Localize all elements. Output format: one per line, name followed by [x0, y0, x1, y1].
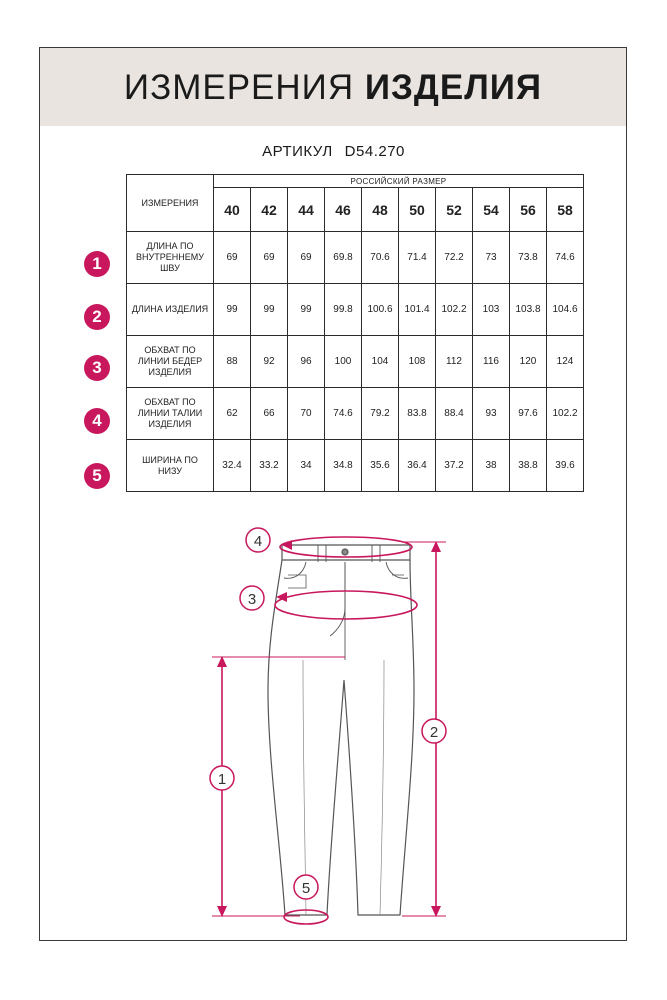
table-cell: 69: [214, 232, 251, 284]
size-header: 46: [325, 188, 362, 232]
marker-4-label: 4: [253, 533, 263, 550]
table-cell: 112: [436, 336, 473, 388]
size-system-header: РОССИЙСКИЙ РАЗМЕР: [214, 175, 584, 188]
table-cell: 108: [399, 336, 436, 388]
title-bold: ИЗДЕЛИЯ: [364, 68, 543, 107]
table-cell: 104.6: [547, 284, 584, 336]
table-cell: 71.4: [399, 232, 436, 284]
row-label: ДЛИНА ПО ВНУТРЕННЕМУ ШВУ: [127, 232, 214, 284]
marker-2: [422, 719, 446, 743]
marker-5: [294, 875, 318, 899]
table-cell: 73: [473, 232, 510, 284]
table-cell: 38.8: [510, 440, 547, 492]
size-header: 58: [547, 188, 584, 232]
table-cell: 33.2: [251, 440, 288, 492]
table-cell: 69: [288, 232, 325, 284]
table-cell: 124: [547, 336, 584, 388]
size-header: 56: [510, 188, 547, 232]
row-label: ОБХВАТ ПО ЛИНИИ ТАЛИИ ИЗДЕЛИЯ: [127, 388, 214, 440]
table-cell: 88.4: [436, 388, 473, 440]
table-cell: 35.6: [362, 440, 399, 492]
table-cell: 99: [214, 284, 251, 336]
table-cell: 99: [251, 284, 288, 336]
table-cell: 102.2: [547, 388, 584, 440]
table-cell: 62: [214, 388, 251, 440]
size-header: 54: [473, 188, 510, 232]
table-cell: 66: [251, 388, 288, 440]
marker-2-label: 2: [429, 724, 439, 741]
row-number-badge: 3: [84, 355, 110, 381]
table-cell: 69.8: [325, 232, 362, 284]
table-cell: 96: [288, 336, 325, 388]
table-cell: 102.2: [436, 284, 473, 336]
row-number-badge: 1: [84, 251, 110, 277]
article-code: D54.270: [344, 143, 405, 160]
table-cell: 70.6: [362, 232, 399, 284]
table-cell: 72.2: [436, 232, 473, 284]
table-cell: 120: [510, 336, 547, 388]
table-cell: 97.6: [510, 388, 547, 440]
table-cell: 74.6: [547, 232, 584, 284]
row-number-badge: 2: [84, 304, 110, 330]
size-header: 50: [399, 188, 436, 232]
marker-5-label: 5: [301, 880, 311, 897]
article-label: АРТИКУЛ: [262, 143, 333, 160]
size-header: 52: [436, 188, 473, 232]
table-cell: 100: [325, 336, 362, 388]
size-header: 42: [251, 188, 288, 232]
row-label: ОБХВАТ ПО ЛИНИИ БЕДЕР ИЗДЕЛИЯ: [127, 336, 214, 388]
table-cell: 104: [362, 336, 399, 388]
table-cell: 36.4: [399, 440, 436, 492]
marker-1-label: 1: [217, 771, 227, 788]
table-cell: 103.8: [510, 284, 547, 336]
row-label: ШИРИНА ПО НИЗУ: [127, 440, 214, 492]
marker-3-label: 3: [247, 591, 257, 608]
table-cell: 74.6: [325, 388, 362, 440]
table-cell: 93: [473, 388, 510, 440]
row-number-badge: 5: [84, 463, 110, 489]
table-cell: 32.4: [214, 440, 251, 492]
table-cell: 34.8: [325, 440, 362, 492]
table-cell: 99.8: [325, 284, 362, 336]
table-cell: 79.2: [362, 388, 399, 440]
table-cell: 83.8: [399, 388, 436, 440]
table-cell: 34: [288, 440, 325, 492]
table-cell: 116: [473, 336, 510, 388]
title-light: ИЗМЕРЕНИЯ: [123, 68, 355, 107]
table-cell: 73.8: [510, 232, 547, 284]
table-cell: 88: [214, 336, 251, 388]
marker-4: [246, 528, 270, 552]
row-number-badge: 4: [84, 408, 110, 434]
size-header: 40: [214, 188, 251, 232]
table-cell: 37.2: [436, 440, 473, 492]
size-header: 44: [288, 188, 325, 232]
marker-3: [240, 586, 264, 610]
table-cell: 39.6: [547, 440, 584, 492]
table-cell: 38: [473, 440, 510, 492]
table-cell: 100.6: [362, 284, 399, 336]
table-cell: 69: [251, 232, 288, 284]
measurements-header: ИЗМЕРЕНИЯ: [127, 175, 214, 232]
marker-1: [210, 766, 234, 790]
size-header: 48: [362, 188, 399, 232]
table-cell: 70: [288, 388, 325, 440]
table-cell: 92: [251, 336, 288, 388]
row-label: ДЛИНА ИЗДЕЛИЯ: [127, 284, 214, 336]
table-cell: 99: [288, 284, 325, 336]
table-cell: 101.4: [399, 284, 436, 336]
table-cell: 103: [473, 284, 510, 336]
trousers-outline: [268, 545, 414, 915]
